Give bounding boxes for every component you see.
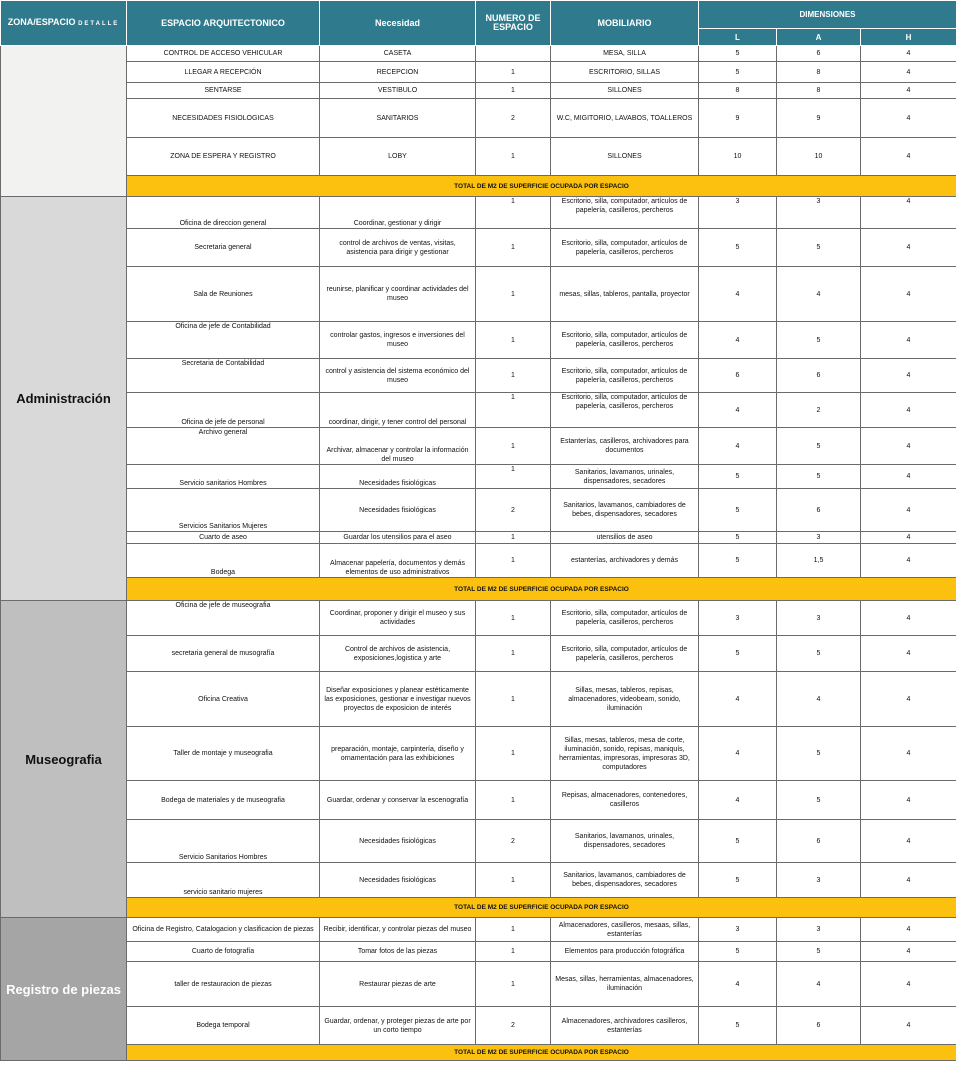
dim-a-cell: 9: [777, 99, 861, 138]
dim-a-cell: 3: [777, 918, 861, 942]
mobiliario-cell: Sanitarios, lavamanos, cambiadores de bebes, dispensadores, secadores: [551, 863, 699, 898]
numero-cell: 1: [476, 138, 551, 176]
necesidad-cell: Restaurar piezas de arte: [320, 962, 476, 1007]
dim-a-cell: 4: [777, 267, 861, 322]
table-row: [1, 863, 956, 898]
numero-cell: 1: [476, 672, 551, 727]
mobiliario-cell: Repisas, almacenadores, contenedores, casilleros: [551, 781, 699, 820]
necesidad-cell: CASETA: [320, 46, 476, 62]
mobiliario-cell: utensilios de aseo: [551, 532, 699, 544]
table-row: [1, 99, 956, 138]
dim-a-cell: 6: [777, 820, 861, 863]
dim-a-cell: 3: [777, 532, 861, 544]
zone-cell: Registro de piezas: [1, 918, 127, 1061]
table-row: [1, 544, 956, 578]
dim-h-cell: 4: [861, 918, 956, 942]
dim-l-cell: 4: [699, 322, 777, 359]
numero-cell: 1: [476, 918, 551, 942]
dim-h-cell: 4: [861, 636, 956, 672]
mobiliario-cell: Escritorio, silla, computador, artículos de papelería, casilleros, percheros: [551, 601, 699, 636]
table-body: [1, 46, 956, 1061]
dim-a-cell: 5: [777, 942, 861, 962]
dim-h-cell: 4: [861, 359, 956, 393]
numero-cell: 1: [476, 359, 551, 393]
numero-cell: 1: [476, 636, 551, 672]
mobiliario-cell: Sanitarios, lavamanos, urinales, dispensadores, secadores: [551, 820, 699, 863]
dim-l-cell: 10: [699, 138, 777, 176]
espacio-cell: Secretaria general: [127, 229, 320, 267]
dim-h-cell: 4: [861, 863, 956, 898]
necesidad-cell: Necesidades fisiológicas: [320, 863, 476, 898]
dim-h-cell: 4: [861, 99, 956, 138]
necesidad-cell: Guardar los utensilios para el aseo: [320, 532, 476, 544]
table-row: [1, 962, 956, 1007]
table-row: [1, 601, 956, 636]
necesidad-cell: coordinar, dirigir, y tener control del personal: [320, 393, 476, 428]
numero-cell: 1: [476, 863, 551, 898]
espacio-cell: servicio sanitario mujeres: [127, 863, 320, 898]
dim-l-cell: 5: [699, 532, 777, 544]
necesidad-cell: Tomar fotos de las piezas: [320, 942, 476, 962]
necesidad-cell: Necesidades fisiológicas: [320, 489, 476, 532]
total-label: TOTAL DE M2 DE SUPERFICIE OCUPADA POR ESPACIO: [127, 1045, 956, 1061]
numero-cell: 2: [476, 1007, 551, 1045]
mobiliario-cell: estanterías, archivadores y demás: [551, 544, 699, 578]
dim-l-cell: 3: [699, 918, 777, 942]
dim-a-cell: 5: [777, 465, 861, 489]
dim-a-cell: 5: [777, 229, 861, 267]
necesidad-cell: RECEPCION: [320, 62, 476, 83]
necesidad-cell: Archivar, almacenar y controlar la información del museo: [320, 428, 476, 465]
mobiliario-cell: Escritorio, silla, computador, artículos de papelería, casilleros, percheros: [551, 197, 699, 229]
dim-l-cell: 5: [699, 863, 777, 898]
necesidad-cell: Necesidades fisiológicas: [320, 465, 476, 489]
numero-cell: 1: [476, 267, 551, 322]
numero-cell: 1: [476, 322, 551, 359]
table-row: [1, 138, 956, 176]
table-row: [1, 393, 956, 428]
dim-a-cell: 4: [777, 672, 861, 727]
espacio-cell: Servicios Sanitarios Mujeres: [127, 489, 320, 532]
mobiliario-cell: Escritorio, silla, computador, artículos de papelería, casilleros, percheros: [551, 229, 699, 267]
espacio-cell: LLEGAR A RECEPCIÓN: [127, 62, 320, 83]
dim-a-cell: 3: [777, 863, 861, 898]
espacio-cell: Sala de Reuniones: [127, 267, 320, 322]
espacio-cell: Oficina de jefe de personal: [127, 393, 320, 428]
espacio-cell: Taller de montaje y museografia: [127, 727, 320, 781]
dim-h-cell: 4: [861, 322, 956, 359]
numero-cell: 1: [476, 62, 551, 83]
dim-l-cell: 9: [699, 99, 777, 138]
mobiliario-cell: SILLONES: [551, 138, 699, 176]
espacio-cell: Secretaria de Contabilidad: [127, 359, 320, 393]
numero-cell: 1: [476, 532, 551, 544]
dim-h-cell: 4: [861, 229, 956, 267]
zone-cell: Administración: [1, 197, 127, 601]
espacio-cell: Servicio sanitarios Hombres: [127, 465, 320, 489]
espacio-cell: Oficina de direccion general: [127, 197, 320, 229]
mobiliario-cell: Sanitarios, lavamanos, cambiadores de bebes, dispensadores, secadores: [551, 489, 699, 532]
dim-a-cell: 2: [777, 393, 861, 428]
espacio-cell: Archivo general: [127, 428, 320, 465]
dim-h-cell: 4: [861, 544, 956, 578]
header-zona: [1, 1, 127, 46]
mobiliario-cell: Sillas, mesas, tableros, mesa de corte, iluminación, sonido, repisas, maniquís, herramientas, impresoras, impresoras 3D, computadores: [551, 727, 699, 781]
total-row: [1, 176, 956, 197]
dim-a-cell: 8: [777, 62, 861, 83]
header-row-main: [1, 1, 956, 29]
dim-a-cell: 5: [777, 636, 861, 672]
necesidad-cell: preparación, montaje, carpintería, diseño y ornamentación para las exhibiciones: [320, 727, 476, 781]
dim-a-cell: 5: [777, 322, 861, 359]
table-row: [1, 46, 956, 62]
dim-a-cell: 6: [777, 46, 861, 62]
dim-l-cell: 5: [699, 229, 777, 267]
dim-l-cell: 5: [699, 820, 777, 863]
dim-a-cell: 8: [777, 83, 861, 99]
necesidad-cell: Control de archivos de asistencia, exposiciones,logistica y arte: [320, 636, 476, 672]
mobiliario-cell: Estanterías, casilleros, archivadores para documentos: [551, 428, 699, 465]
espacio-cell: Servicio Sanitarios Hombres: [127, 820, 320, 863]
dim-l-cell: 5: [699, 489, 777, 532]
numero-cell: 2: [476, 99, 551, 138]
table-row: [1, 359, 956, 393]
dim-a-cell: 3: [777, 197, 861, 229]
mobiliario-cell: Elementos para producción fotográfica: [551, 942, 699, 962]
numero-cell: 1: [476, 601, 551, 636]
header-mobiliario: MOBILIARIO: [551, 1, 699, 46]
total-row: [1, 898, 956, 918]
table-row: [1, 489, 956, 532]
dim-l-cell: 4: [699, 781, 777, 820]
dim-l-cell: 3: [699, 197, 777, 229]
dim-h-cell: 4: [861, 197, 956, 229]
table-row: [1, 672, 956, 727]
table-row: [1, 727, 956, 781]
dim-a-cell: 10: [777, 138, 861, 176]
dim-l-cell: 4: [699, 727, 777, 781]
mobiliario-cell: Escritorio, silla, computador, artículos de papelería, casilleros, percheros: [551, 636, 699, 672]
mobiliario-cell: Almacenadores, archivadores casilleros, estanterías: [551, 1007, 699, 1045]
mobiliario-cell: Almacenadores, casilleros, mesaas, sillas, estanterías: [551, 918, 699, 942]
dim-h-cell: 4: [861, 46, 956, 62]
numero-cell: 1: [476, 465, 551, 489]
header-h: H: [861, 29, 956, 46]
dim-h-cell: 4: [861, 532, 956, 544]
dim-l-cell: 3: [699, 601, 777, 636]
espacio-cell: Bodega de materiales y de museografia: [127, 781, 320, 820]
dim-l-cell: 4: [699, 428, 777, 465]
mobiliario-cell: MESA, SILLA: [551, 46, 699, 62]
espacio-cell: Oficina Creativa: [127, 672, 320, 727]
dim-l-cell: 4: [699, 393, 777, 428]
mobiliario-cell: Sillas, mesas, tableros, repisas, almacenadores, videobeam, sonido, iluminación: [551, 672, 699, 727]
header-numero: NUMERO DE ESPACIO: [476, 1, 551, 46]
dim-h-cell: 4: [861, 62, 956, 83]
header-dimensiones: DIMENSIONES: [699, 1, 956, 29]
dim-l-cell: 5: [699, 942, 777, 962]
necesidad-cell: Necesidades fisiológicas: [320, 820, 476, 863]
necesidad-cell: LOBY: [320, 138, 476, 176]
necesidad-cell: Coordinar, gestionar y dirigir: [320, 197, 476, 229]
table-row: [1, 781, 956, 820]
dim-l-cell: 5: [699, 636, 777, 672]
table-row: [1, 322, 956, 359]
mobiliario-cell: Escritorio, silla, computador, artículos de papelería, casilleros, percheros: [551, 359, 699, 393]
numero-cell: 1: [476, 942, 551, 962]
dim-l-cell: 5: [699, 62, 777, 83]
total-label: TOTAL DE M2 DE SUPERFICIE OCUPADA POR ESPACIO: [127, 176, 956, 197]
header-l: L: [699, 29, 777, 46]
espacio-cell: Bodega temporal: [127, 1007, 320, 1045]
mobiliario-cell: Mesas, sillas, herramientas, almacenadores, iluminación: [551, 962, 699, 1007]
numero-cell: 1: [476, 197, 551, 229]
header-necesidad: Necesidad: [320, 1, 476, 46]
numero-cell: 1: [476, 727, 551, 781]
espacio-cell: Oficina de jefe de museografia: [127, 601, 320, 636]
table-row: [1, 83, 956, 99]
table-row: [1, 532, 956, 544]
numero-cell: 1: [476, 229, 551, 267]
necesidad-cell: reunirse, planificar y coordinar actividades del museo: [320, 267, 476, 322]
espacio-cell: NECESIDADES FISIOLOGICAS: [127, 99, 320, 138]
numero-cell: 1: [476, 428, 551, 465]
header-zona-label: ZONA/ESPACIO: [7, 16, 76, 27]
numero-cell: 1: [476, 781, 551, 820]
dim-h-cell: 4: [861, 267, 956, 322]
dim-h-cell: 4: [861, 727, 956, 781]
dim-l-cell: 5: [699, 1007, 777, 1045]
necesidad-cell: Guardar, ordenar y conservar la escenografía: [320, 781, 476, 820]
necesidad-cell: VESTIBULO: [320, 83, 476, 99]
dim-l-cell: 5: [699, 544, 777, 578]
numero-cell: [476, 46, 551, 62]
dim-l-cell: 5: [699, 465, 777, 489]
necesidad-cell: Coordinar, proponer y dirigir el museo y sus actividades: [320, 601, 476, 636]
total-label: TOTAL DE M2 DE SUPERFICIE OCUPADA POR ESPACIO: [127, 578, 956, 601]
necesidad-cell: Diseñar exposiciones y planear estéticamente las exposiciones, gestionar e investigar nuevos proyectos de exposicion de interés: [320, 672, 476, 727]
mobiliario-cell: SILLONES: [551, 83, 699, 99]
numero-cell: 2: [476, 820, 551, 863]
espacio-cell: SENTARSE: [127, 83, 320, 99]
necesidad-cell: SANITARIOS: [320, 99, 476, 138]
mobiliario-cell: Escritorio, silla, computador, artículos de papelería, casilleros, percheros: [551, 322, 699, 359]
table-row: [1, 267, 956, 322]
espacio-cell: Bodega: [127, 544, 320, 578]
espacio-cell: Oficina de jefe de Contabilidad: [127, 322, 320, 359]
dim-a-cell: 3: [777, 601, 861, 636]
dim-h-cell: 4: [861, 820, 956, 863]
dim-h-cell: 4: [861, 601, 956, 636]
espacio-cell: Cuarto de fotografía: [127, 942, 320, 962]
necesidad-cell: control y asistencia del sistema económico del museo: [320, 359, 476, 393]
mobiliario-cell: W.C, MIGITORIO, LAVABOS, TOALLEROS: [551, 99, 699, 138]
table-row: [1, 197, 956, 229]
espacio-cell: taller de restauracion de piezas: [127, 962, 320, 1007]
necesidad-cell: control de archivos de ventas, visitas, asistencia para dirigir y gestionar: [320, 229, 476, 267]
table-row: [1, 428, 956, 465]
mobiliario-cell: Escritorio, silla, computador, artículos de papelería, casilleros, percheros: [551, 393, 699, 428]
dim-l-cell: 4: [699, 672, 777, 727]
dim-a-cell: 6: [777, 359, 861, 393]
dim-h-cell: 4: [861, 393, 956, 428]
mobiliario-cell: mesas, sillas, tableros, pantalla, proyector: [551, 267, 699, 322]
table-row: [1, 1007, 956, 1045]
necesidad-cell: Guardar, ordenar, y proteger piezas de arte por un corto tiempo: [320, 1007, 476, 1045]
dim-a-cell: 5: [777, 727, 861, 781]
total-row: [1, 578, 956, 601]
dim-h-cell: 4: [861, 672, 956, 727]
dim-l-cell: 6: [699, 359, 777, 393]
dim-h-cell: 4: [861, 1007, 956, 1045]
dim-a-cell: 4: [777, 962, 861, 1007]
table-row: [1, 820, 956, 863]
dim-h-cell: 4: [861, 83, 956, 99]
numero-cell: 1: [476, 83, 551, 99]
dim-l-cell: 5: [699, 46, 777, 62]
table-row: [1, 465, 956, 489]
table-row: [1, 229, 956, 267]
dim-h-cell: 4: [861, 428, 956, 465]
mobiliario-cell: ESCRITORIO, SILLAS: [551, 62, 699, 83]
necesidad-cell: Almacenar papelería, documentos y demás elementos de uso administrativos: [320, 544, 476, 578]
dim-a-cell: 5: [777, 781, 861, 820]
numero-cell: 1: [476, 393, 551, 428]
zone-cell: [1, 46, 127, 197]
header-espacio: ESPACIO ARQUITECTONICO: [127, 1, 320, 46]
dim-l-cell: 4: [699, 962, 777, 1007]
numero-cell: 2: [476, 489, 551, 532]
dim-h-cell: 4: [861, 942, 956, 962]
necesidad-cell: controlar gastos, ingresos e inversiones del museo: [320, 322, 476, 359]
table-row: [1, 918, 956, 942]
header-a: A: [777, 29, 861, 46]
dim-l-cell: 8: [699, 83, 777, 99]
espacio-cell: Cuarto de aseo: [127, 532, 320, 544]
espacio-cell: CONTROL DE ACCESO VEHICULAR: [127, 46, 320, 62]
zone-cell: Museografia: [1, 601, 127, 918]
dim-a-cell: 5: [777, 428, 861, 465]
necesidad-cell: Recibir, identificar, y controlar piezas del museo: [320, 918, 476, 942]
total-label: TOTAL DE M2 DE SUPERFICIE OCUPADA POR ESPACIO: [127, 898, 956, 918]
espacio-cell: secretaria general de musografía: [127, 636, 320, 672]
dim-l-cell: 4: [699, 267, 777, 322]
numero-cell: 1: [476, 962, 551, 1007]
dim-h-cell: 4: [861, 465, 956, 489]
dim-h-cell: 4: [861, 489, 956, 532]
espacio-cell: ZONA DE ESPERA Y REGISTRO: [127, 138, 320, 176]
dim-h-cell: 4: [861, 138, 956, 176]
total-row: [1, 1045, 956, 1061]
dim-h-cell: 4: [861, 781, 956, 820]
header-detalle-label: DETALLE: [78, 20, 120, 27]
dim-a-cell: 1,5: [777, 544, 861, 578]
mobiliario-cell: Sanitarios, lavamanos, urinales, dispensadores, secadores: [551, 465, 699, 489]
dim-a-cell: 6: [777, 489, 861, 532]
dim-a-cell: 6: [777, 1007, 861, 1045]
numero-cell: 1: [476, 544, 551, 578]
dim-h-cell: 4: [861, 962, 956, 1007]
espacio-cell: Oficina de Registro, Catalogacion y clasificacion de piezas: [127, 918, 320, 942]
table-row: [1, 62, 956, 83]
table-row: [1, 636, 956, 672]
table-row: [1, 942, 956, 962]
